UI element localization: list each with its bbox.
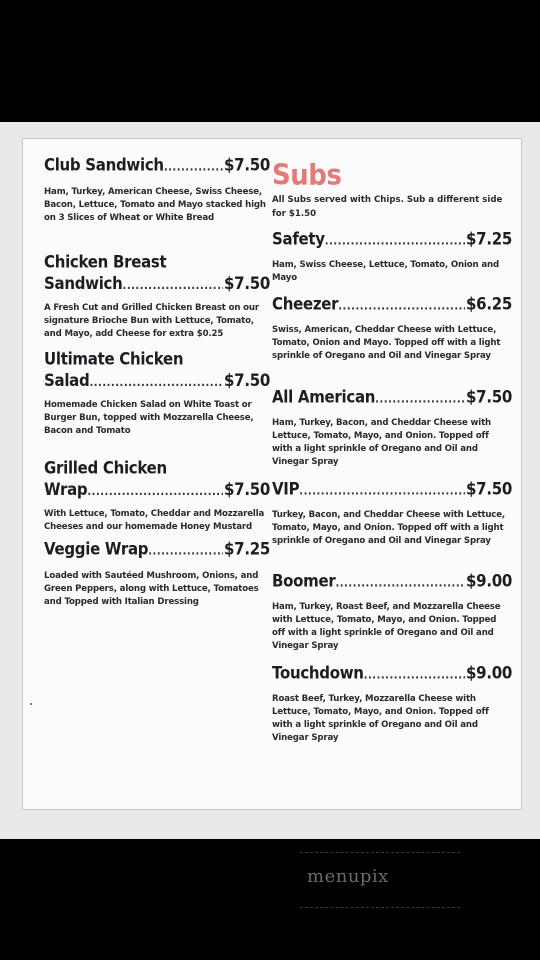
sub-item [272, 571, 512, 653]
watermark-logo: menupix [307, 866, 389, 887]
subs-heading: Subs [272, 159, 342, 192]
item-price: $7.50 [466, 387, 512, 408]
menu-item [44, 349, 270, 438]
item-title [44, 539, 270, 563]
leader-dots [164, 157, 223, 178]
item-description: With Lettuce, Tomato, Cheddar and Mozzarella Cheeses and our homemade Honey Mustard [44, 509, 265, 532]
menu-item [44, 252, 270, 341]
paper-speck [30, 703, 32, 705]
item-name: Grilled Chicken [44, 458, 167, 479]
item-description: Ham, Swiss Cheese, Lettuce, Tomato, Onion and Mayo [272, 260, 499, 283]
leader-dots [123, 276, 224, 297]
item-description: Ham, Turkey, Bacon, and Cheddar Cheese with Lettuce, Tomato, Mayo, and Onion. Topped off with a light sprinkle of Oregano and Oil and Vinegar Spray [272, 418, 492, 467]
sub-item [272, 663, 512, 745]
item-name: Cheezer [272, 294, 339, 315]
leader-dots [325, 231, 465, 252]
item-title [272, 479, 512, 503]
item-description: Turkey, Bacon, and Cheddar Cheese with Lettuce, Tomato, Mayo, and Onion. Topped off with a light sprinkle of Oregano and Oil and Vinegar Spray [272, 510, 506, 546]
leader-dots [335, 573, 465, 594]
item-title [44, 349, 270, 394]
item-name: Club Sandwich [44, 155, 164, 176]
item-price: $7.25 [224, 539, 270, 560]
item-title [272, 571, 512, 595]
item-name: Touchdown [272, 663, 364, 684]
menu-item [44, 539, 270, 609]
leader-dots [338, 296, 465, 317]
item-title [44, 458, 270, 503]
item-name: Boomer [272, 571, 336, 592]
leader-dots [89, 373, 223, 394]
item-description: Roast Beef, Turkey, Mozzarella Cheese with Lettuce, Tomato, Mayo, and Onion. Topped off with a light sprinkle of Oregano and Oil and Vinegar Spray [272, 694, 489, 743]
item-name: Ultimate Chicken [44, 349, 184, 370]
menu-panel [22, 138, 522, 810]
item-price: $7.25 [466, 229, 512, 250]
leader-dots [87, 482, 223, 503]
subs-note: All Subs served with Chips. Sub a different side for $1.50 [272, 195, 503, 219]
item-price: $7.50 [224, 273, 270, 294]
item-title [272, 294, 512, 318]
leader-dots [375, 389, 465, 410]
item-price: $6.25 [466, 294, 512, 315]
item-description: Swiss, American, Cheddar Cheese with Lettuce, Tomato, Onion and Mayo. Topped off with a light sprinkle of Oregano and Oil and Vinegar Spray [272, 325, 501, 361]
leader-dots [364, 665, 465, 686]
item-name: Veggie Wrap [44, 539, 149, 560]
item-name: Chicken Breast [44, 252, 167, 273]
item-description: Ham, Turkey, Roast Beef, and Mozzarella Cheese with Lettuce, Tomato, Mayo, and Onion. Topped off with a light sprinkle of Oregano and Oil and Vinegar Spray [272, 602, 501, 651]
menu-item [44, 155, 270, 225]
sub-item [272, 479, 512, 548]
item-price: $7.50 [224, 479, 270, 500]
sub-item [272, 229, 512, 285]
item-price: $9.00 [466, 663, 512, 684]
item-description: Loaded with Sautéed Mushroom, Onions, and Green Peppers, along with Lettuce, Tomatoes and Topped with Italian Dressing [44, 571, 259, 607]
item-title [44, 252, 270, 297]
item-name: All American [272, 387, 376, 408]
item-name-line2: Wrap [44, 479, 88, 500]
sub-item [272, 294, 512, 363]
item-title [272, 663, 512, 687]
menu-item [44, 458, 270, 534]
item-title [272, 387, 512, 411]
item-name-line2: Salad [44, 370, 90, 391]
item-description: Homemade Chicken Salad on White Toast or Burger Bun, topped with Mozzarella Cheese, Bacon and Tomato [44, 400, 254, 436]
item-description: Ham, Turkey, American Cheese, Swiss Cheese, Bacon, Lettuce, Tomato and Mayo stacked high on 3 Slices of Wheat or White Bread [44, 187, 266, 223]
item-price: $7.50 [466, 479, 512, 500]
leader-dots [148, 541, 223, 562]
item-title [272, 229, 512, 253]
menu-page [0, 122, 540, 839]
leader-dots [299, 481, 465, 502]
sub-item [272, 387, 512, 469]
item-name-line2: Sandwich [44, 273, 123, 294]
item-name: VIP [272, 479, 300, 500]
item-price: $7.50 [224, 370, 270, 391]
item-name: Safety [272, 229, 325, 250]
item-title [44, 155, 270, 179]
item-price: $9.00 [466, 571, 512, 592]
item-price: $7.50 [224, 155, 270, 176]
item-description: A Fresh Cut and Grilled Chicken Breast on our signature Brioche Bun with Lettuce, Tomato, and Mayo, add Cheese for extra $0.25 [44, 303, 259, 339]
